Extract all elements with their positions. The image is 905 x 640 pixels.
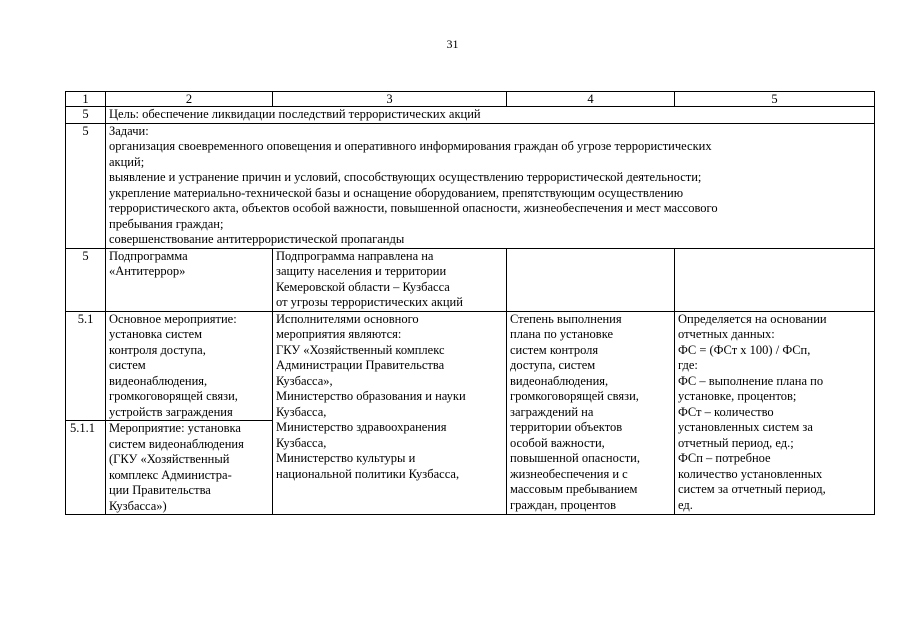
main-event-row [66, 311, 875, 421]
executors-line: Министерство образования и науки [276, 389, 466, 403]
tasks-line: акций; [109, 154, 145, 169]
subprogram-desc-line: Кемеровской области – Кузбасса [276, 279, 450, 294]
tasks-line: укрепление материально-технической базы и оснащение оборудованием, препятствующим осуществлению [109, 185, 684, 200]
executors-line: Исполнителями основного [276, 311, 419, 326]
tasks-line: совершенствование антитеррористической пропаганды [109, 232, 405, 246]
indicator-line: массовым пребыванием [510, 482, 638, 496]
main-event-name-line: контроля доступа, [109, 342, 206, 357]
executors-line: ГКУ «Хозяйственный комплекс [276, 342, 445, 357]
goal-text: Цель: обеспечение ликвидации последствий террористических акций [106, 107, 875, 124]
indicator-line: видеонаблюдения, [510, 373, 609, 388]
method-line: установленных систем за [678, 420, 813, 434]
sub-event-name-line: Мероприятие: установка [109, 421, 241, 435]
sub-event-name [106, 421, 273, 515]
indicator-line: граждан, процентов [510, 497, 616, 512]
indicator-line: громкоговорящей связи, [510, 389, 639, 403]
indicator-line: заграждений на [510, 404, 594, 419]
indicator-line: Степень выполнения [510, 311, 622, 326]
header-cell-5: 5 [675, 92, 875, 107]
main-event-name-line: громкоговорящей связи, [109, 389, 238, 403]
subprogram-row-number: 5 [66, 248, 106, 311]
method-line: ед. [678, 497, 693, 512]
header-cell-2: 2 [106, 92, 273, 107]
method-line: количество установленных [678, 466, 823, 481]
header-row [66, 92, 875, 107]
executors-cell [273, 311, 507, 515]
sub-event-name-line: (ГКУ «Хозяйственный [109, 452, 230, 466]
method-cell [675, 311, 875, 515]
tasks-line: организация своевременного оповещения и оперативного информирования граждан об угрозе террористических [109, 139, 712, 153]
goal-row-number: 5 [66, 107, 106, 124]
indicator-line: жизнеобеспечения и с [510, 466, 628, 481]
main-event-name-line: систем [109, 358, 146, 372]
tasks-row-number: 5 [66, 123, 106, 248]
sub-event-name-line: Кузбасса») [109, 498, 167, 513]
sub-event-name-line: комплекс Администра- [109, 467, 232, 482]
header-cell-1: 1 [66, 92, 106, 107]
subprogram-name-line: Подпрограмма [109, 248, 188, 263]
executors-line: Кузбасса», [276, 373, 333, 388]
program-table [65, 91, 875, 515]
main-event-name-line: установка систем [109, 327, 203, 341]
tasks-line: пребывания граждан; [109, 216, 224, 231]
indicator-line: доступа, систем [510, 358, 596, 372]
method-line: систем за отчетный период, [678, 482, 826, 496]
subprogram-desc-line: защиту населения и территории [276, 264, 447, 278]
executors-line: Министерство здравоохранения [276, 420, 447, 434]
method-line: ФСт – количество [678, 404, 774, 419]
main-event-name-line: Основное мероприятие: [109, 311, 237, 326]
indicator-line: особой важности, [510, 435, 605, 450]
subprogram-description [273, 248, 507, 311]
subprogram-name-line: «Антитеррор» [109, 264, 186, 278]
executors-line: Кузбасса, [276, 435, 327, 450]
tasks-line: Задачи: [109, 123, 149, 138]
subprogram-name [106, 248, 273, 311]
method-line: установке, процентов; [678, 389, 797, 403]
indicator-line: территории объектов [510, 420, 623, 434]
subprogram-row [66, 248, 875, 311]
method-line: ФС = (ФСт х 100) / ФСп, [678, 342, 811, 357]
indicator-line: повышенной опасности, [510, 451, 640, 465]
subprogram-desc-line: от угрозы террористических акций [276, 295, 463, 309]
tasks-line: выявление и устранение причин и условий, способствующих осуществлению террористической деятельности; [109, 170, 702, 184]
executors-line: мероприятия являются: [276, 327, 402, 341]
method-line: отчетных данных: [678, 327, 775, 341]
subprogram-desc-line: Подпрограмма направлена на [276, 248, 434, 263]
executors-line: Администрации Правительства [276, 358, 445, 372]
main-event-number: 5.1 [66, 311, 106, 421]
method-line: ФСп – потребное [678, 451, 771, 465]
tasks-text [106, 123, 875, 248]
main-event-name-line: устройств заграждения [109, 404, 233, 419]
goal-row [66, 107, 875, 124]
sub-event-number: 5.1.1 [66, 421, 106, 515]
header-cell-3: 3 [273, 92, 507, 107]
subprogram-indicator-empty [507, 248, 675, 311]
executors-line: национальной политики Кузбасса, [276, 466, 460, 481]
executors-line: Министерство культуры и [276, 451, 416, 465]
indicator-line: плана по установке [510, 327, 614, 341]
method-line: отчетный период, ед.; [678, 435, 794, 450]
indicator-line: систем контроля [510, 342, 599, 357]
subprogram-method-empty [675, 248, 875, 311]
method-line: Определяется на основании [678, 311, 827, 326]
header-cell-4: 4 [507, 92, 675, 107]
tasks-row [66, 123, 875, 248]
sub-event-name-line: систем видеонаблюдения [109, 436, 244, 451]
method-line: ФС – выполнение плана по [678, 373, 824, 388]
executors-line: Кузбасса, [276, 404, 327, 419]
sub-event-name-line: ции Правительства [109, 483, 211, 497]
method-line: где: [678, 358, 698, 372]
page-number: 31 [446, 37, 459, 51]
tasks-line: террористического акта, объектов особой важности, повышенной опасности, жизнеобеспечения и мест массового [109, 201, 718, 215]
main-event-name [106, 311, 273, 421]
indicator-cell [507, 311, 675, 515]
main-event-name-line: видеонаблюдения, [109, 373, 208, 388]
